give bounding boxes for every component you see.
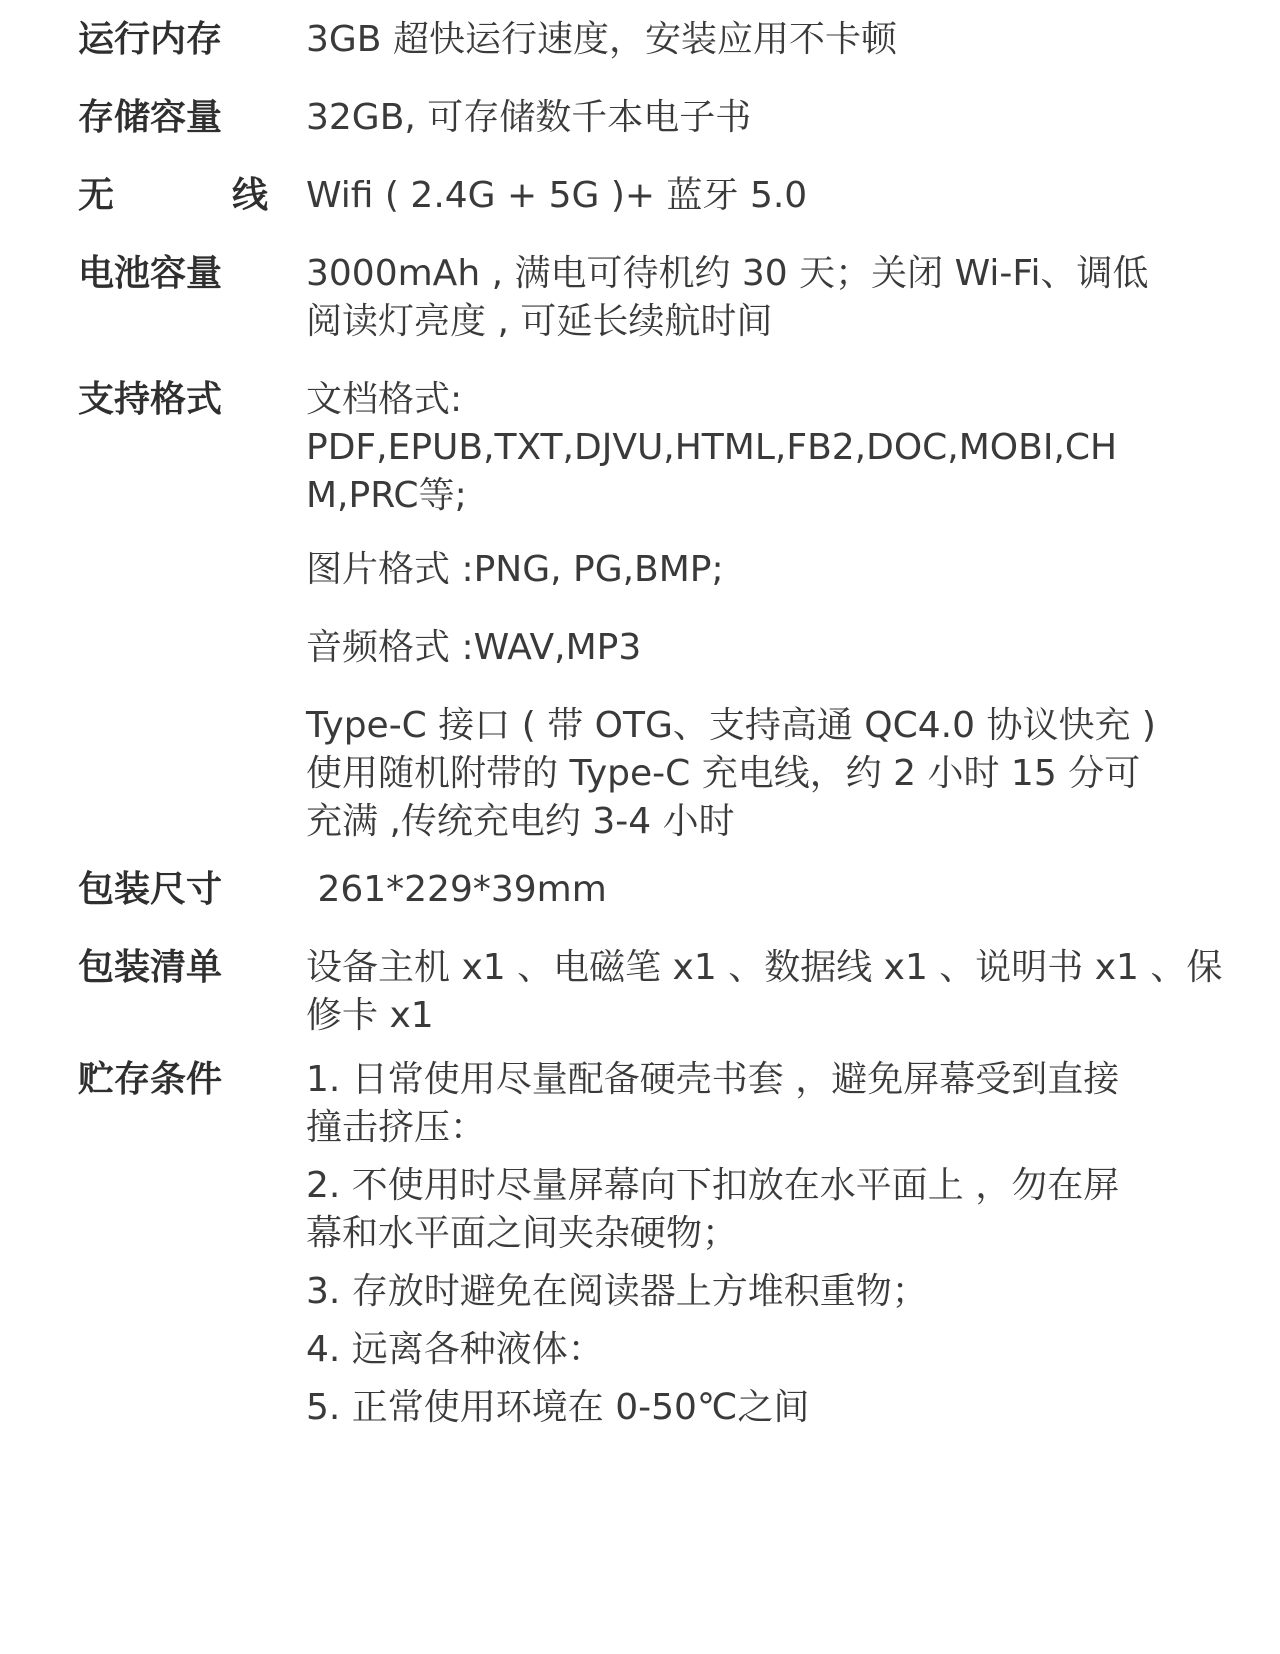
spec-label-storage (78, 94, 268, 142)
spec-label-text: 包装尺寸 (78, 869, 223, 910)
spec-value-line: 3GB 超快运行速度，安装应用不卡顿 (306, 19, 897, 60)
spec-value-battery (306, 250, 1206, 346)
spec-label-package-list (78, 944, 268, 992)
spec-label-formats (78, 376, 268, 424)
charging-line: 充满 ,传统充电约 3-4 小时 (306, 801, 735, 842)
spec-value-wireless (306, 172, 1206, 220)
doc-format-line: 文档格式: (306, 379, 463, 420)
spec-label-text: 电池容量 (78, 253, 223, 294)
spec-value-line: 设备主机 x1 、电磁笔 x1 、数据线 x1 、说明书 x1 、保 (306, 947, 1223, 988)
storage-condition-line: 幕和水平面之间夹杂硬物； (306, 1213, 739, 1254)
spec-value-ram (306, 16, 1206, 64)
image-format-line: 图片格式 :PNG, PG,BMP; (306, 549, 724, 590)
doc-format-line: M,PRC等; (306, 475, 467, 516)
spec-value-audio-format (306, 624, 1206, 672)
spec-label-text: 贮存条件 (78, 1059, 223, 1100)
spec-value-charging (306, 702, 1206, 846)
spec-label-right: 线 (231, 175, 268, 216)
storage-condition-line: 撞击挤压： (306, 1107, 487, 1148)
spec-value-line: 修卡 x1 (306, 995, 434, 1036)
spec-value-line: 32GB, 可存储数千本电子书 (306, 97, 752, 138)
spec-value-package-list (306, 944, 1223, 1040)
doc-format-line: PDF,EPUB,TXT,DJVU,HTML,FB2,DOC,MOBI,CH (306, 427, 1118, 468)
storage-condition-line: 1. 日常使用尽量配备硬壳书套 ，避免屏幕受到直接 (306, 1059, 1120, 1100)
storage-condition-line: 3. 存放时避免在阅读器上方堆积重物； (306, 1271, 928, 1312)
spec-value-line: 3000mAh , 满电可待机约 30 天；关闭 Wi-Fi、调低 (306, 253, 1149, 294)
spec-value-line: 261*229*39mm (306, 869, 607, 910)
spec-value-line: Wifi ( 2.4G + 5G )+ 蓝牙 5.0 (306, 175, 808, 216)
charging-line: 使用随机附带的 Type-C 充电线，约 2 小时 15 分可 (306, 753, 1141, 794)
spec-label-storage-conditions (78, 1056, 268, 1104)
storage-condition-line: 4. 远离各种液体： (306, 1329, 604, 1370)
spec-label-left: 无 (78, 175, 115, 216)
spec-value-formats (306, 376, 1206, 520)
spec-value-package-size (306, 866, 1206, 914)
spec-label-battery (78, 250, 268, 298)
spec-value-storage (306, 94, 1206, 142)
spec-value-image-format (306, 546, 1206, 594)
audio-format-line: 音频格式 :WAV,MP3 (306, 627, 642, 668)
storage-condition-line: 2. 不使用时尽量屏幕向下扣放在水平面上 ，勿在屏 (306, 1165, 1120, 1206)
spec-label-package-size (78, 866, 268, 914)
spec-label-text: 包装清单 (78, 947, 223, 988)
storage-condition-line: 5. 正常使用环境在 0-50℃之间 (306, 1387, 810, 1428)
charging-line: Type-C 接口 ( 带 OTG、支持高通 QC4.0 协议快充 ) (306, 705, 1156, 746)
spec-label-text: 运行内存 (78, 19, 223, 60)
spec-label-text: 存储容量 (78, 97, 223, 138)
spec-value-storage-conditions (306, 1056, 1206, 1432)
spec-value-line: 阅读灯亮度 , 可延长续航时间 (306, 301, 773, 342)
spec-label-wireless (78, 172, 268, 220)
spec-label-ram (78, 16, 268, 64)
spec-label-text: 支持格式 (78, 379, 223, 420)
